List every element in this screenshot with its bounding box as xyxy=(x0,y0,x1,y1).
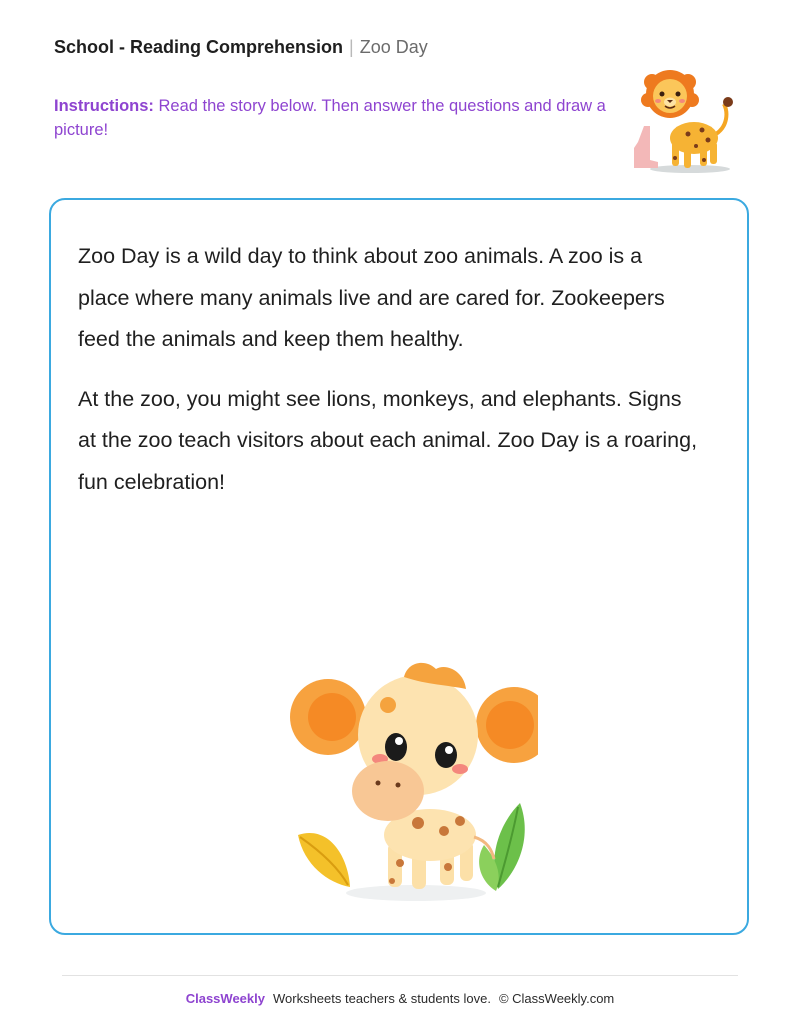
instructions-label: Instructions: xyxy=(54,97,154,115)
instructions-text: Read the story below. Then answer the questions and draw a picture! xyxy=(54,97,606,139)
story-text xyxy=(78,236,698,521)
lion-illustration xyxy=(628,64,740,176)
footer xyxy=(0,991,800,1006)
worksheet-topic: Zoo Day xyxy=(359,37,428,57)
header-separator: | xyxy=(349,37,354,57)
worksheet-header xyxy=(54,37,428,58)
worksheet-subject: School - Reading Comprehension xyxy=(54,37,344,57)
story-paragraph: At the zoo, you might see lions, monkeys, and elephants. Signs at the zoo teach visitors about each animal. Zoo Day is a roaring, fun celebration! xyxy=(78,386,698,494)
story-paragraph: Zoo Day is a wild day to think about zoo animals. A zoo is a place where many animals live and are cared for. Zookeepers feed the animals and keep them healthy. xyxy=(78,244,665,351)
footer-divider xyxy=(62,975,738,976)
footer-copyright: © ClassWeekly.com xyxy=(498,991,615,1006)
footer-brand: ClassWeekly xyxy=(185,991,265,1006)
instructions xyxy=(54,94,614,142)
story-box xyxy=(49,198,749,935)
giraffe-illustration xyxy=(288,655,538,910)
footer-tagline: Worksheets teachers & students love. xyxy=(272,991,491,1006)
